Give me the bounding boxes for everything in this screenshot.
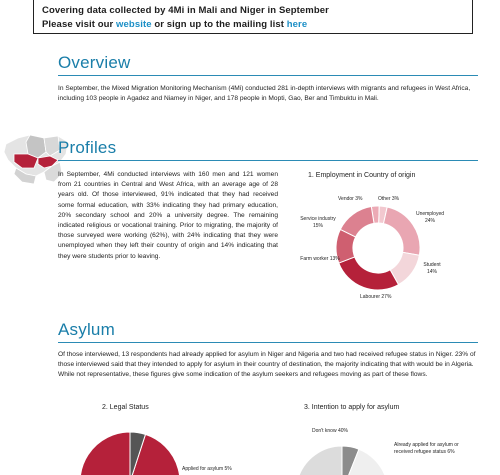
- overview-title: Overview: [58, 53, 131, 72]
- employment-slice-service-industry: [340, 207, 374, 237]
- overview-rule: [58, 75, 478, 76]
- employment-chart-title: 1. Employment in Country of origin: [308, 172, 416, 179]
- header-coverage-text: Covering data collected by 4Mi in Mali and Niger in September: [42, 5, 329, 16]
- label-dont-know: Don't know 40%: [312, 428, 348, 434]
- header-links-line: [42, 19, 307, 30]
- legal-status-chart-title: 2. Legal Status: [102, 404, 149, 411]
- label-labourer: Labourer 27%: [360, 294, 392, 300]
- profiles-rule: [58, 160, 478, 161]
- asylum-rule: [58, 342, 478, 343]
- label-service-industry: Service industry 15%: [300, 216, 336, 229]
- intention-slice-don-t-know: [296, 446, 342, 475]
- employment-slice-labourer: [339, 257, 399, 290]
- profiles-paragraph: In September, 4Mi conducted interviews with 160 men and 121 women from 21 countries in Central and West Africa, with an average age of 28 years old. Of those interviewed, 91% indicated that they had received some formal education, with 33% indicating they had primary education, 20% secondary school and 20% a university degree. The remaining indicated religious or vocational training. Prior to migrating, the majority of those surveyed were working (62%), with 24% indicating that they were unemployed when they left their country of origin and 14% indicating that they were students prior to leaving.: [58, 171, 278, 260]
- profiles-title: Profiles: [58, 138, 117, 157]
- website-link[interactable]: website: [116, 19, 152, 30]
- mailing-list-link[interactable]: here: [286, 19, 308, 30]
- employment-donut-chart: [296, 188, 466, 308]
- header-text-pre: Please visit our: [42, 19, 117, 30]
- label-unemployed: Unemployed 24%: [415, 211, 445, 224]
- label-farm-worker: Farm worker 13%: [300, 256, 340, 262]
- overview-paragraph: In September, the Mixed Migration Monitoring Mechanism (4Mi) conducted 281 in-depth interviews with migrants and refugees in West Africa, including 103 people in Agadez and Niamey in Niger, and 178 people in Mopti, Gao, Ber and Timbuktu in Mali.: [58, 85, 471, 103]
- asylum-title: Asylum: [58, 320, 115, 339]
- label-already-applied: Already applied for asylum or received refugee status 6%: [394, 442, 459, 455]
- label-applied-for-asylum: Applied for asylum 5%: [182, 466, 232, 472]
- header-text-mid: or sign up to the mailing list: [151, 19, 287, 30]
- label-student: Student 14%: [423, 262, 441, 275]
- intention-chart-title: 3. Intention to apply for asylum: [304, 404, 400, 411]
- label-vendor: Vendor 3%: [338, 196, 363, 202]
- label-other: Other 3%: [378, 196, 400, 202]
- asylum-paragraph: Of those interviewed, 13 respondents had already applied for asylum in Niger and Nigeria and two had received refugee status in Niger. 23% of those interviewed said that they intended to apply for asylum in their country of destination, the majority indicating that with would be in Algeria. While not representative, these figures give some indication of the asylum seekers and refugees moving as part of these flows.: [58, 351, 476, 379]
